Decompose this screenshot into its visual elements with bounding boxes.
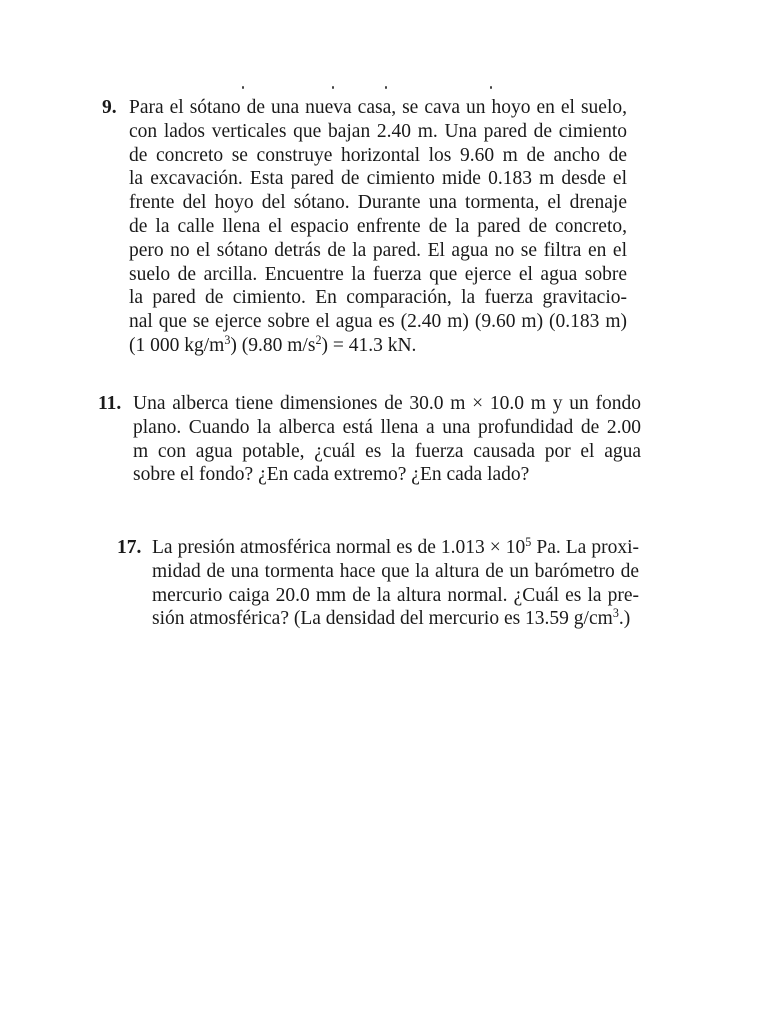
problem-line: la excavación. Esta pared de cimiento mide 0.183 m desde el — [129, 168, 627, 190]
problem-line: sobre el fondo? ¿En cada extremo? ¿En cada lado? — [133, 464, 530, 486]
problem-number: 17. — [117, 537, 142, 558]
problem-line: (1 000 $kg/m^3$) (9.80 $m/s^2) = 41.3$ kN. — [129, 333, 417, 356]
problem-number: 11. — [98, 393, 122, 414]
problem-line: con lados verticales que bajan 2.40 m. Una pared de cimiento — [129, 120, 627, 142]
problem-line: Para el sótano de una nueva casa, se cava un hoyo en el suelo, — [129, 97, 627, 118]
problem-line: La presión atmosférica normal es de $1.013 \times 10^5$ Pa. La proxi- — [152, 535, 639, 558]
problem-line: frente del hoyo del sótano. Durante una tormenta, el drenaje — [129, 192, 627, 214]
problem-17 — [117, 535, 639, 631]
problem-line: de concreto se construye horizontal los 9.60 m de ancho de — [129, 144, 627, 166]
problem-number: 9. — [102, 97, 117, 118]
problem-9 — [102, 96, 627, 358]
problem-line: pero no el sótano detrás de la pared. El agua no se filtra en el — [129, 239, 627, 261]
problem-line: sión atmosférica? (La densidad del mercurio es 13.59 $g/cm^3$.) — [152, 606, 631, 630]
problem-line: midad de una tormenta hace que la altura de un barómetro de — [152, 560, 639, 582]
superscript: 5 — [525, 535, 532, 550]
cropped-previous-text-marks — [240, 86, 500, 92]
superscript: 3 — [224, 333, 231, 348]
problem-line: Una alberca tiene dimensiones de 30.0 m × 10.0 m y un fondo — [133, 393, 641, 414]
superscript: 2 — [315, 333, 322, 348]
problem-11 — [98, 392, 641, 487]
problem-line: nal que se ejerce sobre el agua es (2.40 m) (9.60 m) (0.183 m) — [129, 311, 627, 333]
problem-line: plano. Cuando la alberca está llena a una profundidad de 2.00 — [133, 416, 641, 438]
problem-line: suelo de arcilla. Encuentre la fuerza que ejerce el agua sobre — [129, 263, 627, 285]
problem-line: de la calle llena el espacio enfrente de la pared de concreto, — [129, 215, 627, 237]
superscript: 3 — [612, 606, 619, 621]
problem-line: m con agua potable, ¿cuál es la fuerza causada por el agua — [133, 440, 641, 462]
problem-line: la pared de cimiento. En comparación, la fuerza gravitacio- — [129, 287, 627, 309]
problem-line: mercurio caiga 20.0 mm de la altura normal. ¿Cuál es la pre- — [152, 584, 639, 606]
